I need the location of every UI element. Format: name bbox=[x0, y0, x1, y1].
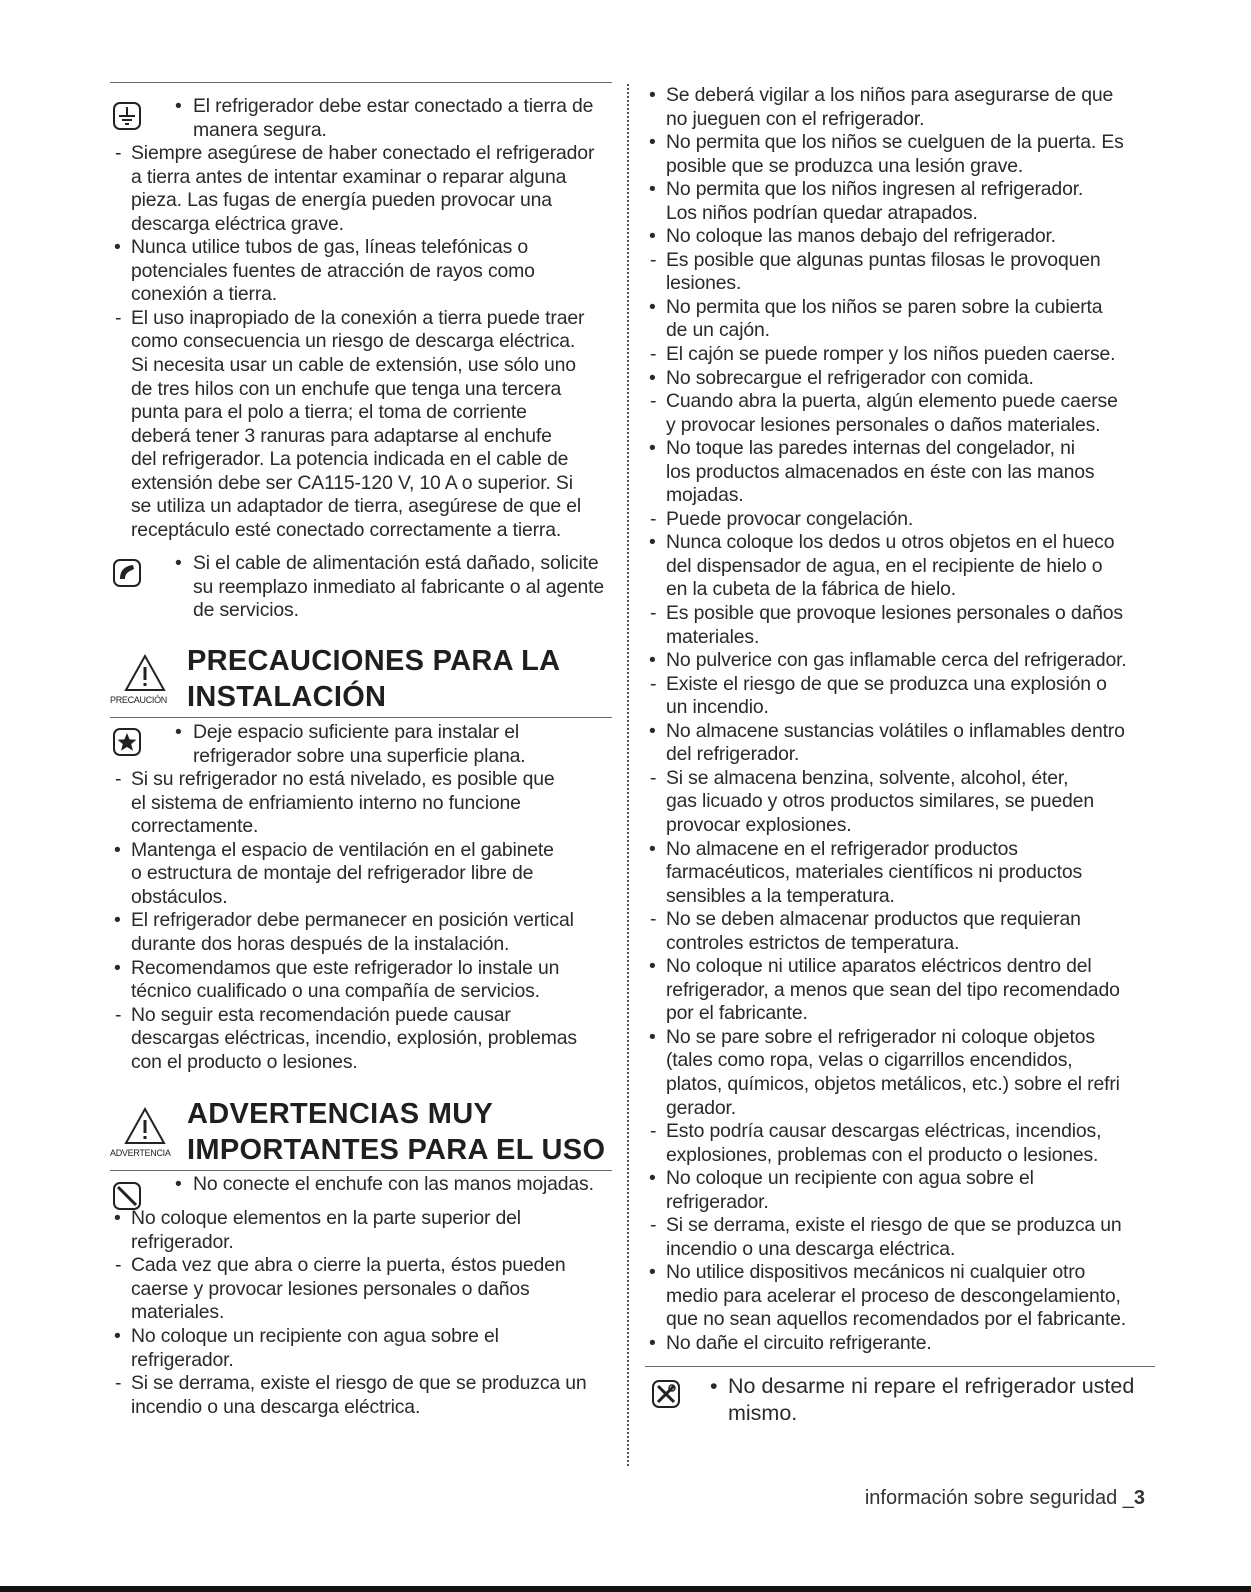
section-heading-use bbox=[110, 1098, 612, 1170]
ground-line: como consecuencia un riesgo de descarga eléctrica. bbox=[131, 330, 576, 353]
install-line: correctamente. bbox=[131, 815, 259, 838]
use-line: incendio o una descarga eléctrica. bbox=[131, 1395, 421, 1418]
warning-triangle-icon bbox=[123, 653, 167, 693]
right-line: • No permita que los niños se paren sobre la cubierta bbox=[645, 296, 1155, 320]
heading-line-1: ADVERTENCIAS MUY bbox=[187, 1098, 494, 1131]
right-line: refrigerador. bbox=[666, 1190, 769, 1213]
ground-line-1: • El refrigerador debe estar conectado a tierra de bbox=[173, 95, 612, 119]
repair-line-2: mismo. bbox=[728, 1400, 798, 1425]
ground-line-2: manera segura. bbox=[193, 118, 327, 141]
ground-line: a tierra antes de intentar examinar o reparar alguna bbox=[131, 165, 567, 188]
ground-line: - El uso inapropiado de la conexión a tierra puede traer bbox=[110, 307, 612, 331]
ground-line: receptáculo esté conectado correctamente a tierra. bbox=[131, 518, 562, 541]
call-line-2: su reemplazo inmediato al fabricante o al agente bbox=[193, 575, 605, 598]
right-line: • No pulverice con gas inflamable cerca del refrigerador. bbox=[645, 649, 1155, 673]
ground-line: - Siempre asegúrese de haber conectado el refrigerador bbox=[110, 142, 612, 166]
caution-label: PRECAUCIÓN bbox=[110, 695, 168, 706]
install-line: • Mantenga el espacio de ventilación en el gabinete bbox=[110, 839, 612, 863]
right-line: • No se pare sobre el refrigerador ni coloque objetos bbox=[645, 1026, 1155, 1050]
caution-star-icon bbox=[112, 727, 142, 757]
right-line: del refrigerador. bbox=[666, 743, 800, 766]
right-line: farmacéuticos, materiales científicos ni productos bbox=[666, 861, 1083, 884]
right-line: - Si se almacena benzina, solvente, alcohol, éter, bbox=[645, 767, 1155, 791]
install-line: técnico cualificado o una compañía de servicios. bbox=[131, 980, 540, 1003]
use-line: refrigerador. bbox=[131, 1348, 234, 1371]
call-service-icon bbox=[112, 558, 142, 588]
right-line: gas licuado y otros productos similares, se pueden bbox=[666, 790, 1094, 813]
right-line: y provocar lesiones personales o daños materiales. bbox=[666, 413, 1101, 436]
right-line: los productos almacenados en éste con las manos bbox=[666, 460, 1095, 483]
right-line: materiales. bbox=[666, 625, 760, 648]
ground-line: de tres hilos con un enchufe que tenga una tercera bbox=[131, 377, 562, 400]
right-column bbox=[645, 84, 1155, 1427]
right-line: en la cubeta de la fábrica de hielo. bbox=[666, 578, 956, 601]
right-line: (tales como ropa, velas o cigarrillos encendidos, bbox=[666, 1049, 1073, 1072]
right-line: - Cuando abra la puerta, algún elemento puede caerse bbox=[645, 390, 1155, 414]
right-line: un incendio. bbox=[666, 696, 769, 719]
install-line: - No seguir esta recomendación puede causar bbox=[110, 1004, 612, 1028]
right-line: - Puede provocar congelación. bbox=[645, 508, 1155, 532]
right-line: lesiones. bbox=[666, 272, 742, 295]
right-line: incendio o una descarga eléctrica. bbox=[666, 1237, 956, 1260]
top-rule bbox=[110, 82, 612, 83]
right-line: que no sean aquellos recomendados por el fabricante. bbox=[666, 1308, 1127, 1331]
right-line: de un cajón. bbox=[666, 319, 770, 342]
warning-label: ADVERTENCIA bbox=[110, 1148, 171, 1159]
right-line: • No coloque ni utilice aparatos eléctricos dentro del bbox=[645, 955, 1155, 979]
ground-line: del refrigerador. La potencia indicada en el cable de bbox=[131, 448, 569, 471]
install-line: el sistema de enfriamiento interno no funcione bbox=[131, 791, 521, 814]
right-line: • No coloque las manos debajo del refrigerador. bbox=[645, 225, 1155, 249]
use-line: refrigerador. bbox=[131, 1230, 234, 1253]
ground-line: Si necesita usar un cable de extensión, use sólo uno bbox=[131, 354, 576, 377]
right-line: - Es posible que provoque lesiones personales o daños bbox=[645, 602, 1155, 626]
ground-details bbox=[110, 142, 612, 542]
ground-line: conexión a tierra. bbox=[131, 283, 278, 306]
heading-rule bbox=[110, 1170, 612, 1171]
repair-line-1: • No desarme ni repare el refrigerador usted bbox=[708, 1373, 1155, 1400]
right-line: • No toque las paredes internas del congelador, ni bbox=[645, 437, 1155, 461]
right-details bbox=[645, 84, 1155, 1356]
right-line: controles estrictos de temperatura. bbox=[666, 931, 960, 954]
right-line: platos, químicos, objetos metálicos, etc.) sobre el refri bbox=[666, 1072, 1120, 1095]
use-line: • No coloque un recipiente con agua sobre el bbox=[110, 1325, 612, 1349]
right-line: • No almacene sustancias volátiles o inflamables dentro bbox=[645, 720, 1155, 744]
use-line: - Cada vez que abra o cierre la puerta, éstos pueden bbox=[110, 1254, 612, 1278]
ground-line: se utiliza un adaptador de tierra, asegúrese de que el bbox=[131, 495, 582, 518]
right-line: posible que se produzca una lesión grave. bbox=[666, 154, 1024, 177]
no-disassemble-icon bbox=[651, 1379, 681, 1409]
right-line: Los niños podrían quedar atrapados. bbox=[666, 201, 978, 224]
install-line-2: refrigerador sobre una superficie plana. bbox=[193, 744, 526, 767]
heading-line-2: IMPORTANTES PARA EL USO bbox=[187, 1134, 606, 1167]
install-line-1: • Deje espacio suficiente para instalar el bbox=[173, 721, 612, 745]
install-line: - Si su refrigerador no está nivelado, es posible que bbox=[110, 768, 612, 792]
call-line-3: de servicios. bbox=[193, 599, 299, 622]
left-column bbox=[110, 82, 612, 1419]
right-line: - No se deben almacenar productos que requieran bbox=[645, 908, 1155, 932]
page-number: 3 bbox=[1133, 1487, 1145, 1509]
right-line: • No almacene en el refrigerador productos bbox=[645, 838, 1155, 862]
install-line: obstáculos. bbox=[131, 885, 228, 908]
right-line: medio para acelerar el proceso de descongelamiento, bbox=[666, 1284, 1121, 1307]
install-line: • El refrigerador debe permanecer en posición vertical bbox=[110, 909, 612, 933]
right-line: • No permita que los niños se cuelguen de la puerta. Es bbox=[645, 131, 1155, 155]
right-line: no jueguen con el refrigerador. bbox=[666, 107, 925, 130]
right-line: • No utilice dispositivos mecánicos ni cualquier otro bbox=[645, 1261, 1155, 1285]
column-divider bbox=[627, 84, 629, 1466]
right-line: provocar explosiones. bbox=[666, 813, 852, 836]
right-line: gerador. bbox=[666, 1096, 736, 1119]
repair-rule bbox=[645, 1366, 1155, 1367]
use-line: caerse y provocar lesiones personales o daños bbox=[131, 1277, 530, 1300]
right-line: - Si se derrama, existe el riesgo de que se produzca un bbox=[645, 1214, 1155, 1238]
right-line: - Existe el riesgo de que se produzca una explosión o bbox=[645, 673, 1155, 697]
ground-icon bbox=[112, 101, 142, 131]
install-line: o estructura de montaje del refrigerador libre de bbox=[131, 862, 534, 885]
right-line: sensibles a la temperatura. bbox=[666, 884, 895, 907]
ground-line: extensión debe ser CA115-120 V, 10 A o superior. Si bbox=[131, 471, 573, 494]
section-heading-installation bbox=[110, 645, 612, 717]
page-footer bbox=[865, 1487, 1145, 1510]
use-details bbox=[110, 1207, 612, 1419]
right-line: - Es posible que algunas puntas filosas le provoquen bbox=[645, 249, 1155, 273]
right-line: del dispensador de agua, en el recipiente de hielo o bbox=[666, 554, 1103, 577]
use-line: materiales. bbox=[131, 1301, 225, 1324]
ground-line: • Nunca utilice tubos de gas, líneas telefónicas o bbox=[110, 236, 612, 260]
right-line: • No permita que los niños ingresen al refrigerador. bbox=[645, 178, 1155, 202]
use-line: - Si se derrama, existe el riesgo de que se produzca un bbox=[110, 1372, 612, 1396]
ground-line: deberá tener 3 ranuras para adaptarse al enchufe bbox=[131, 424, 552, 447]
ground-line: potenciales fuentes de atracción de rayos como bbox=[131, 259, 535, 282]
heading-line-1: PRECAUCIONES PARA LA bbox=[187, 645, 561, 678]
right-line: • No sobrecargue el refrigerador con comida. bbox=[645, 367, 1155, 391]
install-details bbox=[110, 768, 612, 1074]
right-line: • No dañe el circuito refrigerante. bbox=[645, 1332, 1155, 1356]
call-line-1: • Si el cable de alimentación está dañado, solicite bbox=[173, 552, 612, 576]
right-line: • Se deberá vigilar a los niños para asegurarse de que bbox=[645, 84, 1155, 108]
right-line: explosiones, problemas con el producto o lesiones. bbox=[666, 1143, 1099, 1166]
install-line: durante dos horas después de la instalación. bbox=[131, 932, 510, 955]
right-line: - El cajón se puede romper y los niños pueden caerse. bbox=[645, 343, 1155, 367]
right-line: • Nunca coloque los dedos u otros objetos en el hueco bbox=[645, 531, 1155, 555]
wet-hands-line: • No conecte el enchufe con las manos mojadas. bbox=[173, 1173, 612, 1197]
footer-text: información sobre seguridad _ bbox=[864, 1487, 1134, 1509]
install-space-block bbox=[110, 721, 612, 768]
install-line: descargas eléctricas, incendio, explosión, problemas bbox=[131, 1027, 577, 1050]
right-line: refrigerador, a menos que sean del tipo recomendado bbox=[666, 978, 1120, 1001]
warning-triangle-icon bbox=[123, 1106, 167, 1146]
install-line: con el producto o lesiones. bbox=[131, 1050, 358, 1073]
ground-line: pieza. Las fugas de energía pueden provocar una bbox=[131, 189, 552, 212]
right-line: • No coloque un recipiente con agua sobre el bbox=[645, 1167, 1155, 1191]
use-line: • No coloque elementos en la parte superior del bbox=[110, 1207, 612, 1231]
bottom-bar bbox=[0, 1586, 1251, 1592]
right-line: mojadas. bbox=[666, 484, 744, 507]
ground-line: punta para el polo a tierra; el toma de corriente bbox=[131, 401, 527, 424]
service-call-block bbox=[110, 552, 612, 623]
wet-hands-block bbox=[110, 1173, 612, 1207]
install-line: • Recomendamos que este refrigerador lo instale un bbox=[110, 957, 612, 981]
heading-rule bbox=[110, 717, 612, 718]
right-line: por el fabricante. bbox=[666, 1002, 808, 1025]
ground-warning-block bbox=[110, 95, 612, 142]
repair-block bbox=[645, 1373, 1155, 1427]
heading-line-2: INSTALACIÓN bbox=[187, 681, 387, 714]
ground-line: descarga eléctrica grave. bbox=[131, 212, 344, 235]
right-line: - Esto podría causar descargas eléctricas, incendios, bbox=[645, 1120, 1155, 1144]
